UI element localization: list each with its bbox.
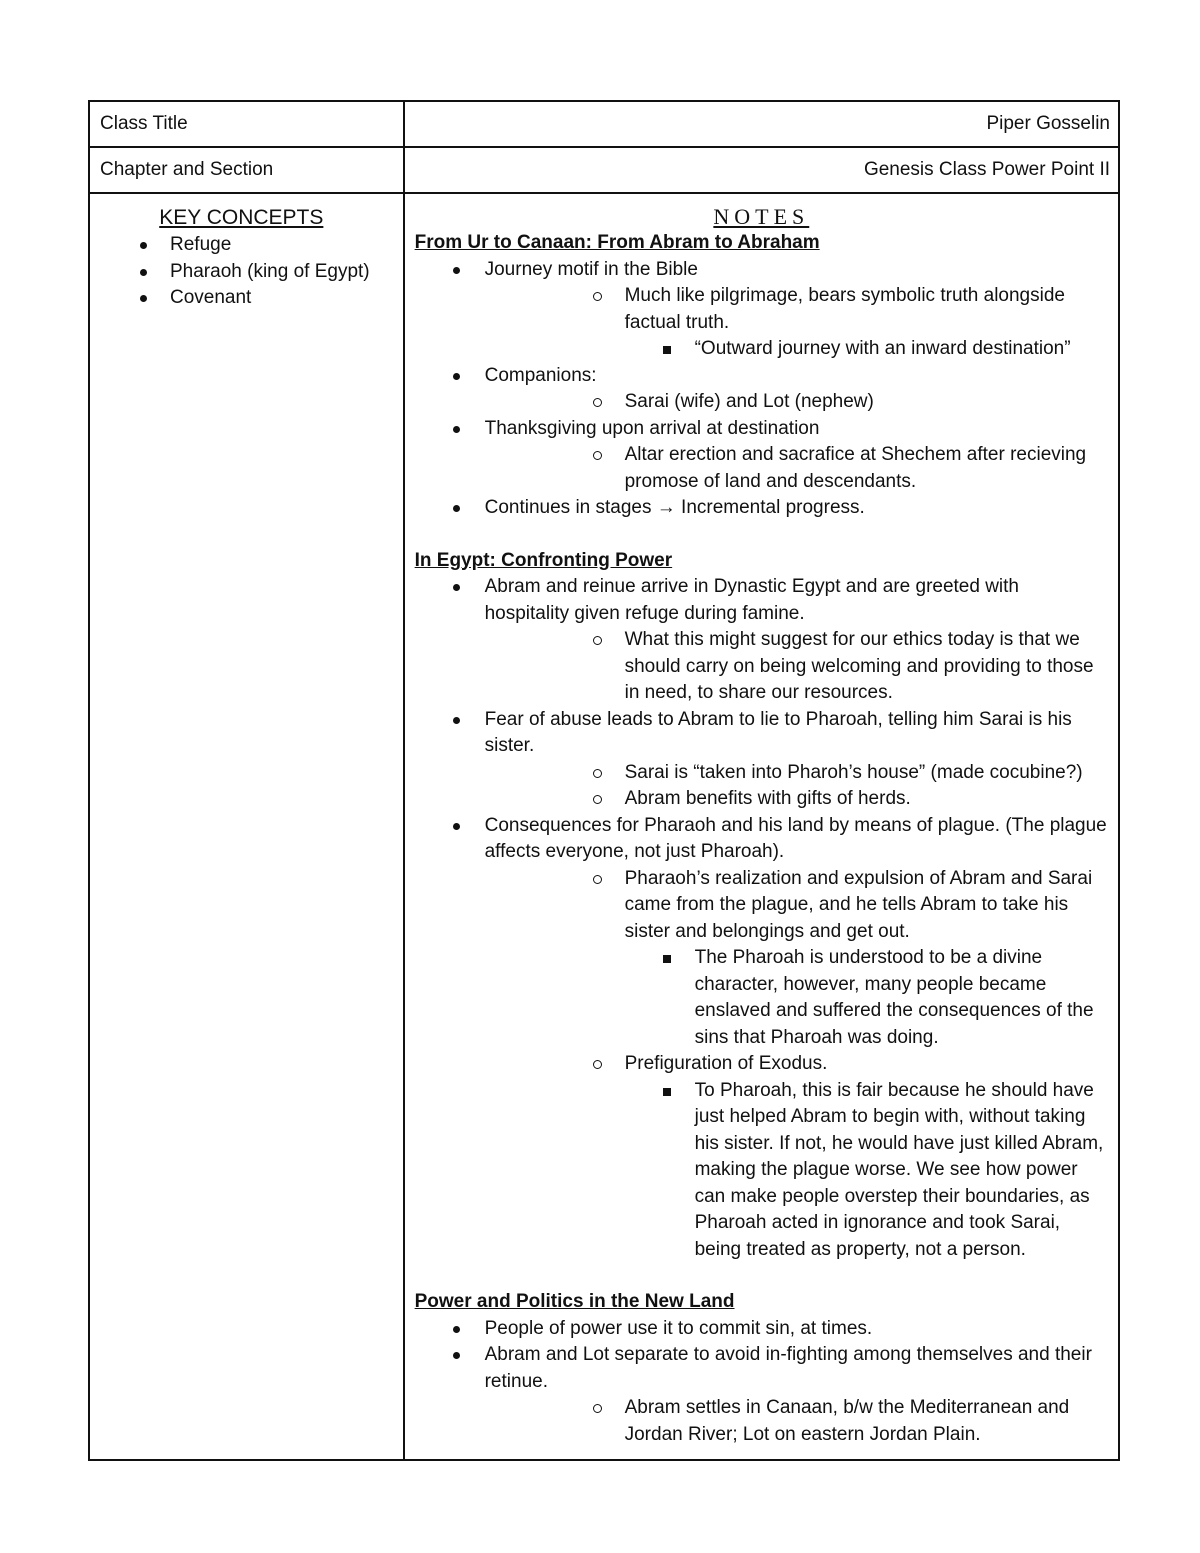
- section-title: Power and Politics in the New Land: [414, 1291, 735, 1312]
- bullet-list-level-2: [555, 627, 1108, 707]
- notes-section: [415, 1289, 1108, 1448]
- key-concept-item: Covenant: [90, 285, 393, 312]
- notes-cell: [404, 193, 1119, 1460]
- note-item-text: Thanksgiving upon arrival at destination: [484, 417, 820, 439]
- note-item-text: Prefiguration of Exodus.: [624, 1053, 828, 1074]
- note-item: [555, 1051, 1108, 1263]
- notes-section: [415, 230, 1108, 522]
- note-item-text: Abram settles in Canaan, b/w the Mediterranean and Jordan River; Lot on eastern Jordan Plain.: [624, 1397, 1070, 1445]
- note-item: [625, 1078, 1108, 1264]
- content-row: [89, 193, 1119, 1460]
- note-item-text: Sarai (wife) and Lot (nephew): [624, 391, 874, 412]
- note-item-text: Abram benefits with gifts of herds.: [624, 788, 911, 809]
- notes-heading: NOTES: [713, 204, 810, 229]
- note-item-text: Pharaoh’s realization and expulsion of Abram and Sarai came from the plague, and he tells Abram to take his sister and belongings and get out.: [624, 867, 1093, 942]
- note-item: [555, 442, 1108, 495]
- bullet-list-level-3: [695, 945, 1108, 1051]
- note-item: [555, 760, 1108, 787]
- bullet-list-level-2: [555, 760, 1108, 813]
- bullet-list-level-2: [555, 283, 1108, 363]
- note-item-text: Continues in stages → Incremental progress.: [484, 497, 865, 518]
- section-title: From Ur to Canaan: From Abram to Abraham: [414, 232, 820, 253]
- note-item-text: Fear of abuse leads to Abram to lie to Pharoah, telling him Sarai is his sister.: [484, 708, 1072, 756]
- key-concepts-title: KEY CONCEPTS: [159, 206, 324, 229]
- note-item-text: The Pharoah is understood to be a divine character, however, many people became enslaved and suffered the consequences of the sins that Pharoah was doing.: [694, 947, 1094, 1048]
- note-item: [415, 363, 1108, 416]
- notes-table: [88, 100, 1120, 1461]
- class-title-label: Class Title: [89, 101, 404, 147]
- section-spacer: [415, 1263, 1108, 1289]
- chapter-label: Chapter and Section: [89, 147, 404, 193]
- note-item-text: Abram and reinue arrive in Dynastic Egypt and are greeted with hospitality given refuge during famine.: [484, 576, 1020, 624]
- notes-section: [415, 548, 1108, 1264]
- note-item: [625, 945, 1108, 1051]
- key-concepts-cell: [89, 193, 404, 1460]
- bullet-list-level-3: [695, 336, 1108, 363]
- key-concept-item: Pharaoh (king of Egypt): [90, 259, 393, 286]
- note-item-text: Companions:: [484, 364, 597, 386]
- key-concepts-list: [90, 232, 393, 312]
- note-item: [555, 283, 1108, 363]
- bullet-list-level-1: [415, 574, 1108, 1263]
- note-item-text: What this might suggest for our ethics today is that we should carry on being welcoming and providing to those in need, to share our resources.: [624, 629, 1094, 703]
- bullet-list-level-1: [415, 257, 1108, 522]
- notes-body: [415, 230, 1108, 1448]
- note-item: [415, 257, 1108, 363]
- note-item: [415, 574, 1108, 707]
- header-row-chapter: [89, 147, 1119, 193]
- section-spacer: [415, 522, 1108, 548]
- bullet-list-level-3: [695, 1078, 1108, 1264]
- note-item-text: Sarai is “taken into Pharoh’s house” (made cocubine?): [624, 761, 1083, 783]
- note-item: [415, 416, 1108, 496]
- bullet-list-level-2: [555, 442, 1108, 495]
- note-item-text: “Outward journey with an inward destination”: [694, 338, 1071, 359]
- note-item: [555, 866, 1108, 1052]
- note-item: [555, 1395, 1108, 1448]
- note-item-text: Altar erection and sacrafice at Shechem after recieving promose of land and descendants.: [624, 444, 1087, 492]
- bullet-list-level-2: [555, 866, 1108, 1264]
- key-concept-item: Refuge: [90, 232, 393, 259]
- note-item-text: Consequences for Pharaoh and his land by means of plague. (The plague affects everyone, not just Pharoah).: [484, 814, 1107, 862]
- note-item: [415, 1316, 1108, 1343]
- note-item-text: Much like pilgrimage, bears symbolic truth alongside factual truth.: [624, 285, 1065, 333]
- note-item: [415, 813, 1108, 1264]
- note-item: [415, 1342, 1108, 1448]
- bullet-list-level-2: [555, 389, 1108, 416]
- note-item: [415, 707, 1108, 813]
- bullet-list-level-2: [555, 1395, 1108, 1448]
- header-row-class: [89, 101, 1119, 147]
- note-item: [555, 786, 1108, 813]
- author-name: Piper Gosselin: [404, 101, 1119, 147]
- note-item: [625, 336, 1108, 363]
- section-title: In Egypt: Confronting Power: [414, 549, 673, 571]
- note-item: [555, 389, 1108, 416]
- note-item-text: Abram and Lot separate to avoid in-fighting among themselves and their retinue.: [484, 1344, 1092, 1392]
- note-item-text: People of power use it to commit sin, at times.: [484, 1317, 873, 1339]
- chapter-value: Genesis Class Power Point II: [404, 147, 1119, 193]
- note-item: [415, 495, 1108, 522]
- bullet-list-level-1: [415, 1316, 1108, 1449]
- note-item: [555, 627, 1108, 707]
- note-item-text: Journey motif in the Bible: [484, 258, 698, 280]
- note-item-text: To Pharoah, this is fair because he should have just helped Abram to begin with, without taking his sister. If not, he would have just killed Abram, making the plague worse. We see how power can make people overstep their boundaries, as Pharoah acted in ignorance and took Sarai, being treated as property, not a person.: [694, 1079, 1104, 1260]
